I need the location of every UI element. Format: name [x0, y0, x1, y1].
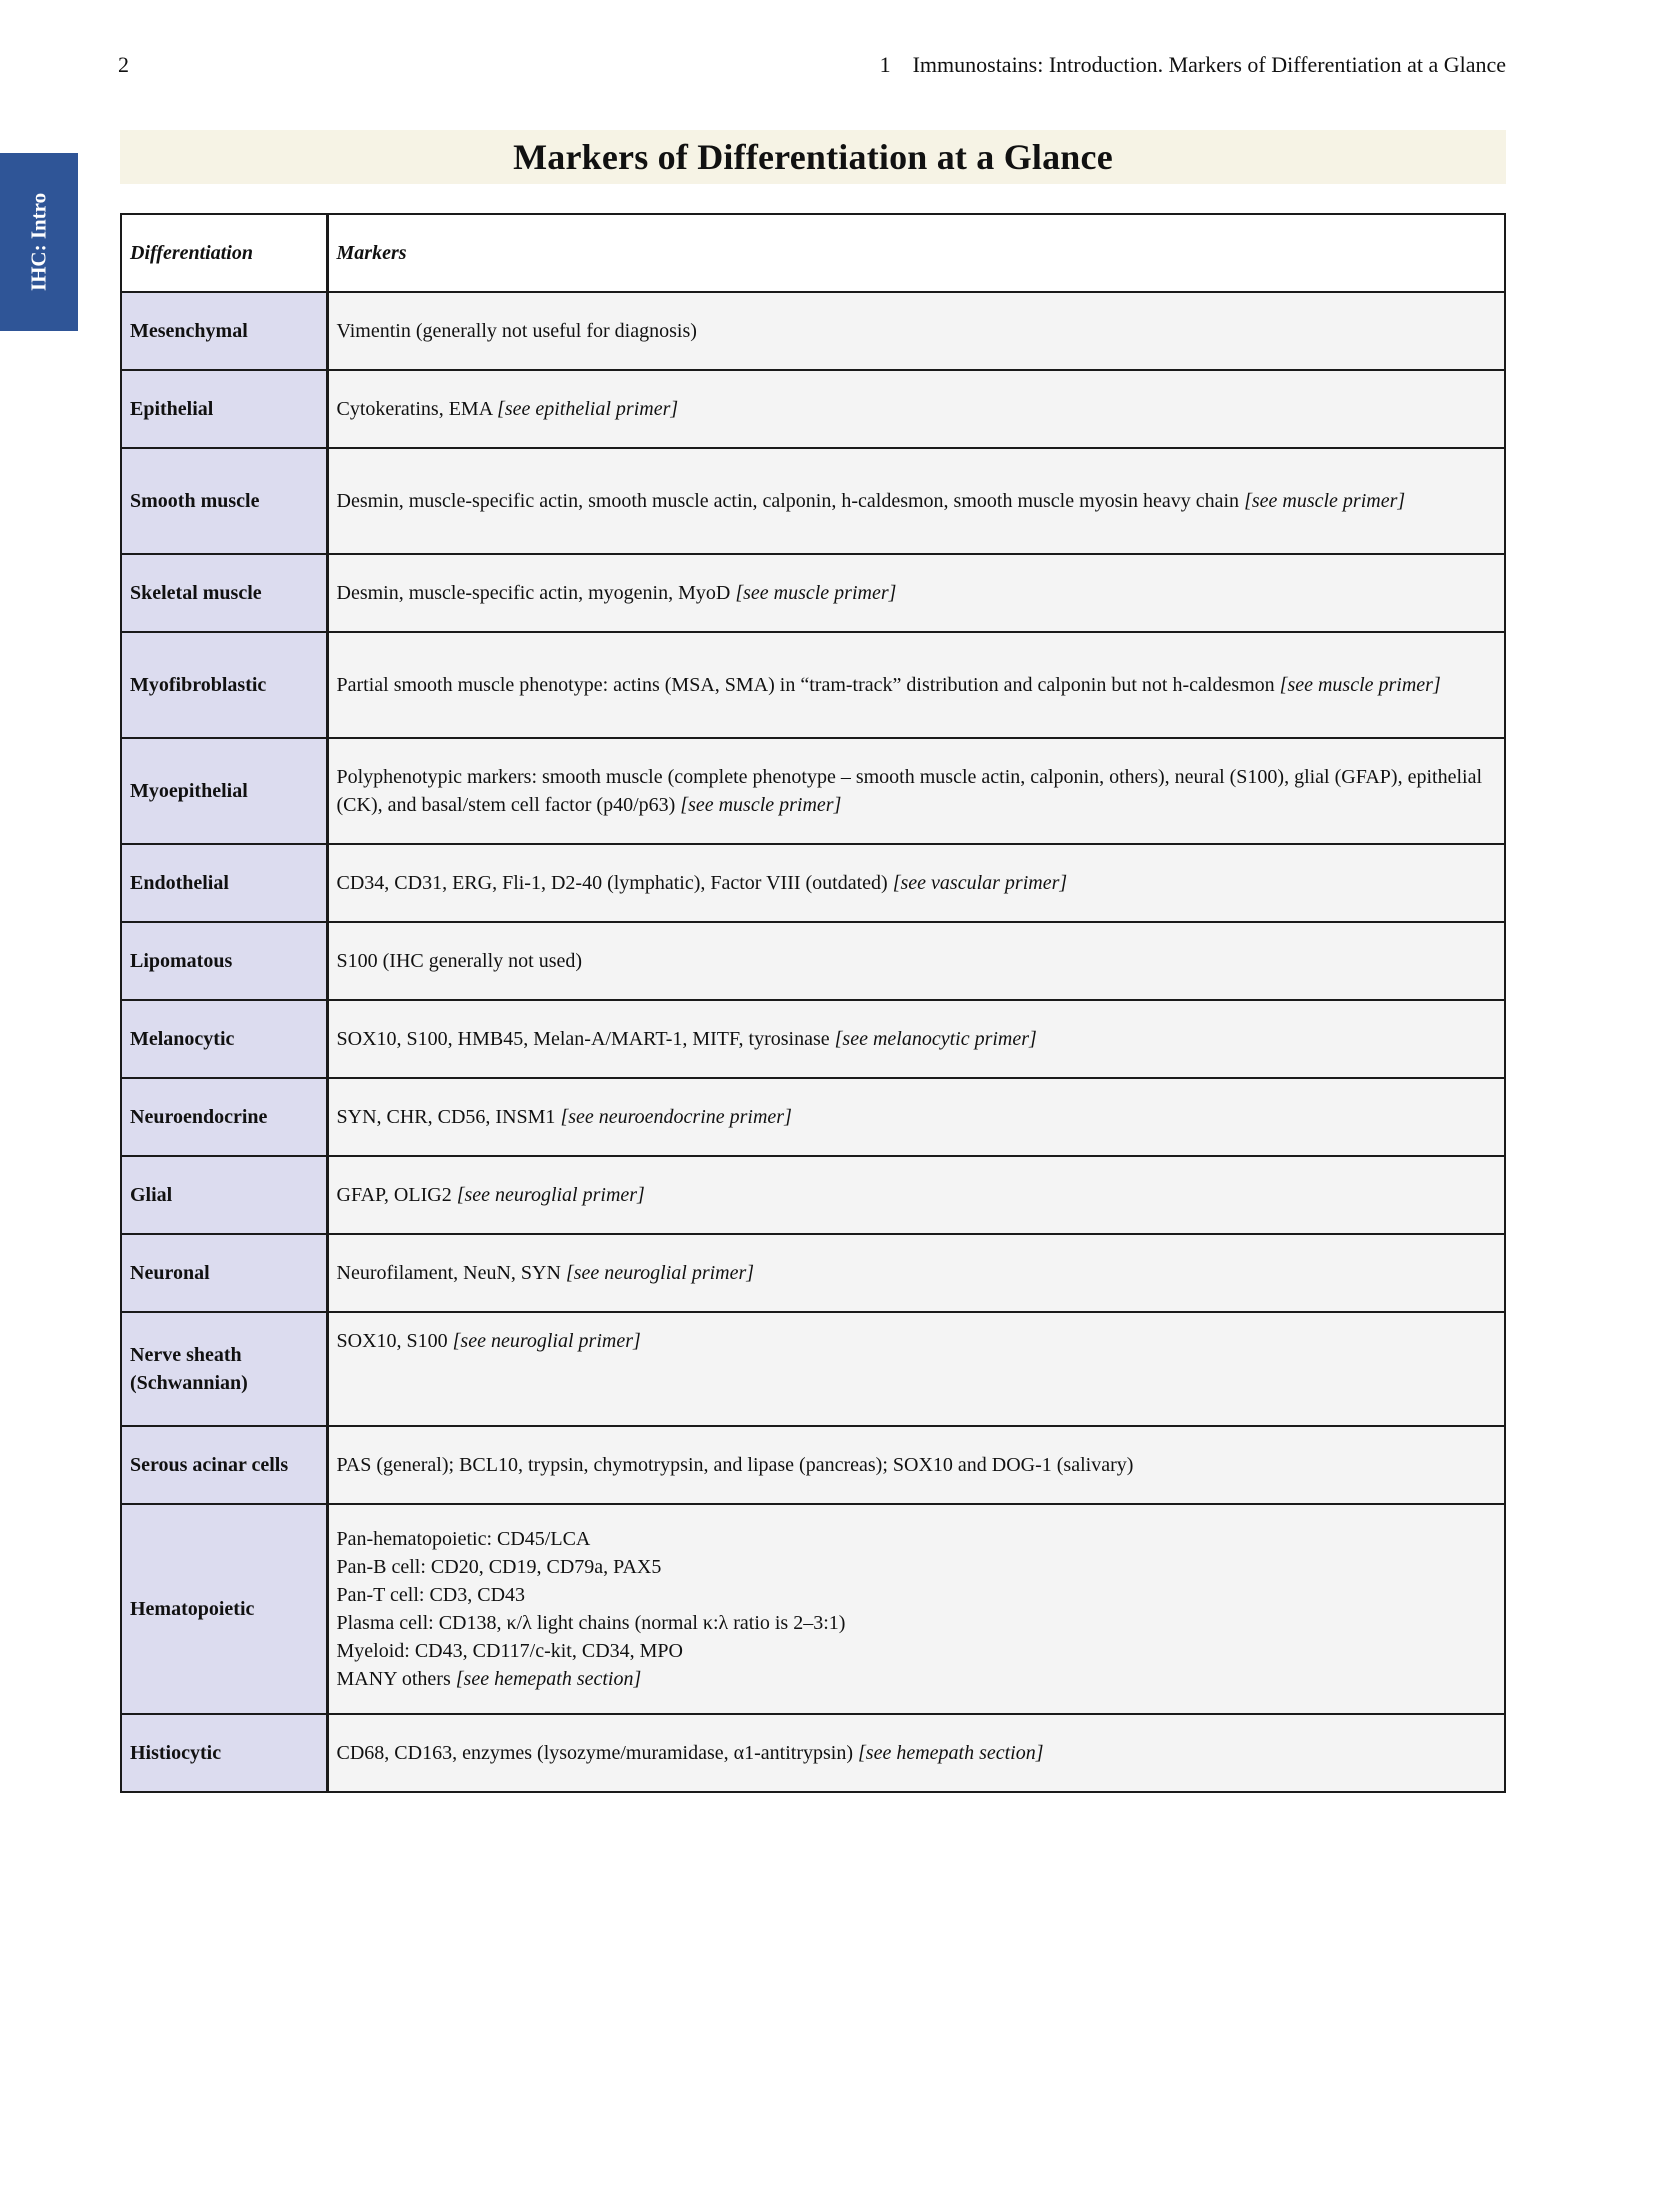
differentiation-cell: Myofibroblastic — [121, 632, 327, 738]
differentiation-cell: Hematopoietic — [121, 1504, 327, 1714]
page-number: 2 — [118, 52, 129, 77]
markers-cell — [327, 1000, 1505, 1078]
differentiation-cell: Melanocytic — [121, 1000, 327, 1078]
differentiation-cell: Smooth muscle — [121, 448, 327, 554]
differentiation-cell: Myoepithelial — [121, 738, 327, 844]
markers-cell — [327, 292, 1505, 370]
markers-text: Polyphenotypic markers: smooth muscle (complete phenotype – smooth muscle actin, calponin, others), neural (S100), glial (GFAP), epithelial (CK), and basal/stem cell factor (p40/p63) — [336, 766, 1482, 816]
differentiation-cell: Skeletal muscle — [121, 554, 327, 632]
primer-reference: [see neuroglial primer] — [452, 1330, 641, 1352]
markers-text: Partial smooth muscle phenotype: actins (MSA, SMA) in “tram-track” distribution and calponin but not h-caldesmon — [336, 674, 1275, 696]
table-row — [121, 554, 1505, 632]
markers-cell — [327, 1156, 1505, 1234]
title-band — [120, 130, 1506, 184]
differentiation-cell: Glial — [121, 1156, 327, 1234]
table-row — [121, 448, 1505, 554]
marker-line: Pan-B cell: CD20, CD19, CD79a, PAX5 — [336, 1556, 662, 1578]
markers-text: S100 (IHC generally not used) — [336, 950, 583, 972]
table-row — [121, 844, 1505, 922]
table-row — [121, 1078, 1505, 1156]
differentiation-cell: Neuronal — [121, 1234, 327, 1312]
markers-text: SOX10, S100, HMB45, Melan-A/MART-1, MITF, tyrosinase — [336, 1028, 830, 1050]
differentiation-cell: Epithelial — [121, 370, 327, 448]
side-tab — [0, 153, 78, 331]
running-header — [880, 52, 1506, 78]
markers-table — [120, 213, 1506, 1793]
primer-reference: [see muscle primer] — [1244, 490, 1406, 512]
marker-line: Myeloid: CD43, CD117/c-kit, CD34, MPO — [336, 1640, 683, 1662]
markers-text: Desmin, muscle-specific actin, myogenin, MyoD — [336, 582, 731, 604]
markers-cell — [327, 738, 1505, 844]
markers-cell — [327, 844, 1505, 922]
markers-cell — [327, 632, 1505, 738]
primer-reference: [see muscle primer] — [1279, 674, 1441, 696]
primer-reference: [see epithelial primer] — [497, 398, 679, 420]
table-row — [121, 922, 1505, 1000]
table-row — [121, 738, 1505, 844]
markers-cell — [327, 1078, 1505, 1156]
table-row — [121, 1426, 1505, 1504]
primer-reference: [see neuroglial primer] — [456, 1184, 645, 1206]
marker-line: Pan-T cell: CD3, CD43 — [336, 1584, 526, 1606]
table-row — [121, 1156, 1505, 1234]
differentiation-cell: Nerve sheath (Schwannian) — [121, 1312, 327, 1426]
primer-reference: [see muscle primer] — [680, 794, 842, 816]
header-differentiation: Differentiation — [121, 214, 327, 292]
marker-line-text: MANY others — [336, 1668, 451, 1690]
marker-line-last — [337, 1665, 1497, 1693]
primer-reference: [see neuroglial primer] — [565, 1262, 755, 1284]
marker-line: Pan-hematopoietic: CD45/LCA — [336, 1528, 591, 1550]
table-row — [121, 1504, 1505, 1714]
marker-line: Plasma cell: CD138, κ/λ light chains (normal κ:λ ratio is 2–3:1) — [336, 1612, 846, 1634]
primer-reference: [see vascular primer] — [892, 872, 1068, 894]
primer-reference: [see neuroendocrine primer] — [560, 1106, 792, 1128]
markers-text: GFAP, OLIG2 — [336, 1184, 452, 1206]
markers-cell — [327, 448, 1505, 554]
markers-cell — [327, 1312, 1505, 1426]
markers-text: Desmin, muscle-specific actin, smooth muscle actin, calponin, h-caldesmon, smooth muscle myosin heavy chain — [336, 490, 1240, 512]
markers-text: PAS (general); BCL10, trypsin, chymotrypsin, and lipase (pancreas); SOX10 and DOG-1 (salivary) — [336, 1454, 1134, 1476]
table-row — [121, 292, 1505, 370]
table-row — [121, 1000, 1505, 1078]
differentiation-cell: Endothelial — [121, 844, 327, 922]
chapter-number: 1 — [879, 52, 891, 77]
markers-cell — [327, 554, 1505, 632]
primer-reference: [see melanocytic primer] — [834, 1028, 1037, 1050]
markers-cell — [327, 922, 1505, 1000]
header-markers: Markers — [327, 214, 1505, 292]
markers-cell — [327, 1504, 1505, 1714]
markers-text: Neurofilament, NeuN, SYN — [336, 1262, 561, 1284]
table-row — [121, 1714, 1505, 1792]
table-row — [121, 632, 1505, 738]
markers-text: Cytokeratins, EMA — [336, 398, 493, 420]
differentiation-cell: Histiocytic — [121, 1714, 327, 1792]
markers-text: CD68, CD163, enzymes (lysozyme/muramidase, α1-antitrypsin) — [336, 1742, 853, 1764]
primer-reference: [see hemepath section] — [858, 1742, 1044, 1764]
markers-text: SOX10, S100 — [336, 1330, 448, 1352]
page-title: Markers of Differentiation at a Glance — [513, 137, 1113, 177]
differentiation-cell: Lipomatous — [121, 922, 327, 1000]
chapter-title: Immunostains: Introduction. Markers of Differentiation at a Glance — [912, 52, 1506, 77]
table-header-row — [121, 214, 1505, 292]
differentiation-cell: Serous acinar cells — [121, 1426, 327, 1504]
table-row — [121, 370, 1505, 448]
table-row — [121, 1234, 1505, 1312]
table-row — [121, 1312, 1505, 1426]
markers-cell — [327, 1714, 1505, 1792]
markers-text: Vimentin (generally not useful for diagnosis) — [336, 320, 697, 342]
side-tab-label: IHC: Intro — [26, 192, 51, 292]
differentiation-cell: Neuroendocrine — [121, 1078, 327, 1156]
markers-text: CD34, CD31, ERG, Fli-1, D2-40 (lymphatic), Factor VIII (outdated) — [336, 872, 888, 894]
markers-cell — [327, 370, 1505, 448]
markers-text: SYN, CHR, CD56, INSM1 — [336, 1106, 556, 1128]
differentiation-cell: Mesenchymal — [121, 292, 327, 370]
markers-cell — [327, 1426, 1505, 1504]
primer-reference: [see muscle primer] — [735, 582, 897, 604]
primer-reference: [see hemepath section] — [455, 1668, 642, 1690]
markers-cell — [327, 1234, 1505, 1312]
